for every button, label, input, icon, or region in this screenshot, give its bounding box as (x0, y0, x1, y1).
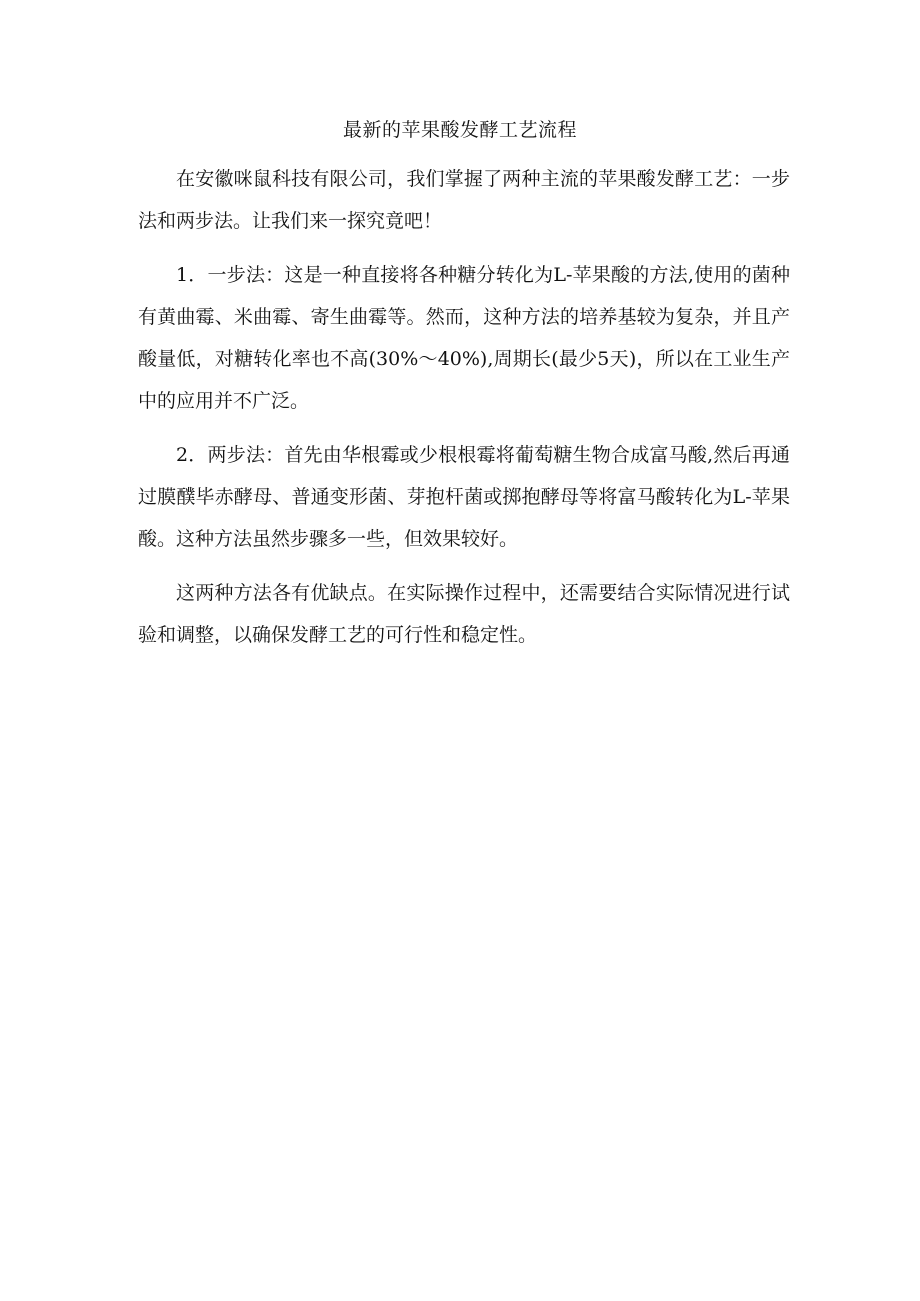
intro-paragraph: 在安徽咪鼠科技有限公司，我们掌握了两种主流的苹果酸发酵工艺：一步法和两步法。让我们来一探究竟吧！ (138, 168, 790, 232)
one-step-method-paragraph: 1．一步法：这是一种直接将各种糖分转化为L-苹果酸的方法,使用的菌种有黄曲霉、米曲霉、寄生曲霉等。然而，这种方法的培养基较为复杂，并且产酸量低，对糖转化率也不高(30%～40%),周期长(最少5天)，所以在工业生产中的应用并不广泛。 (138, 264, 790, 412)
document-body (138, 158, 790, 668)
conclusion-paragraph: 这两种方法各有优缺点。在实际操作过程中，还需要结合实际情况进行试验和调整，以确保发酵工艺的可行性和稳定性。 (138, 582, 790, 646)
two-step-method-paragraph: 2．两步法：首先由华根霉或少根根霉将葡萄糖生物合成富马酸,然后再通过膜醭毕赤酵母、普通变形菌、芽抱杆菌或掷抱酵母等将富马酸转化为L-苹果酸。这种方法虽然步骤多一些，但效果较好。 (138, 444, 790, 550)
document-title: 最新的苹果酸发酵工艺流程 (342, 119, 577, 141)
